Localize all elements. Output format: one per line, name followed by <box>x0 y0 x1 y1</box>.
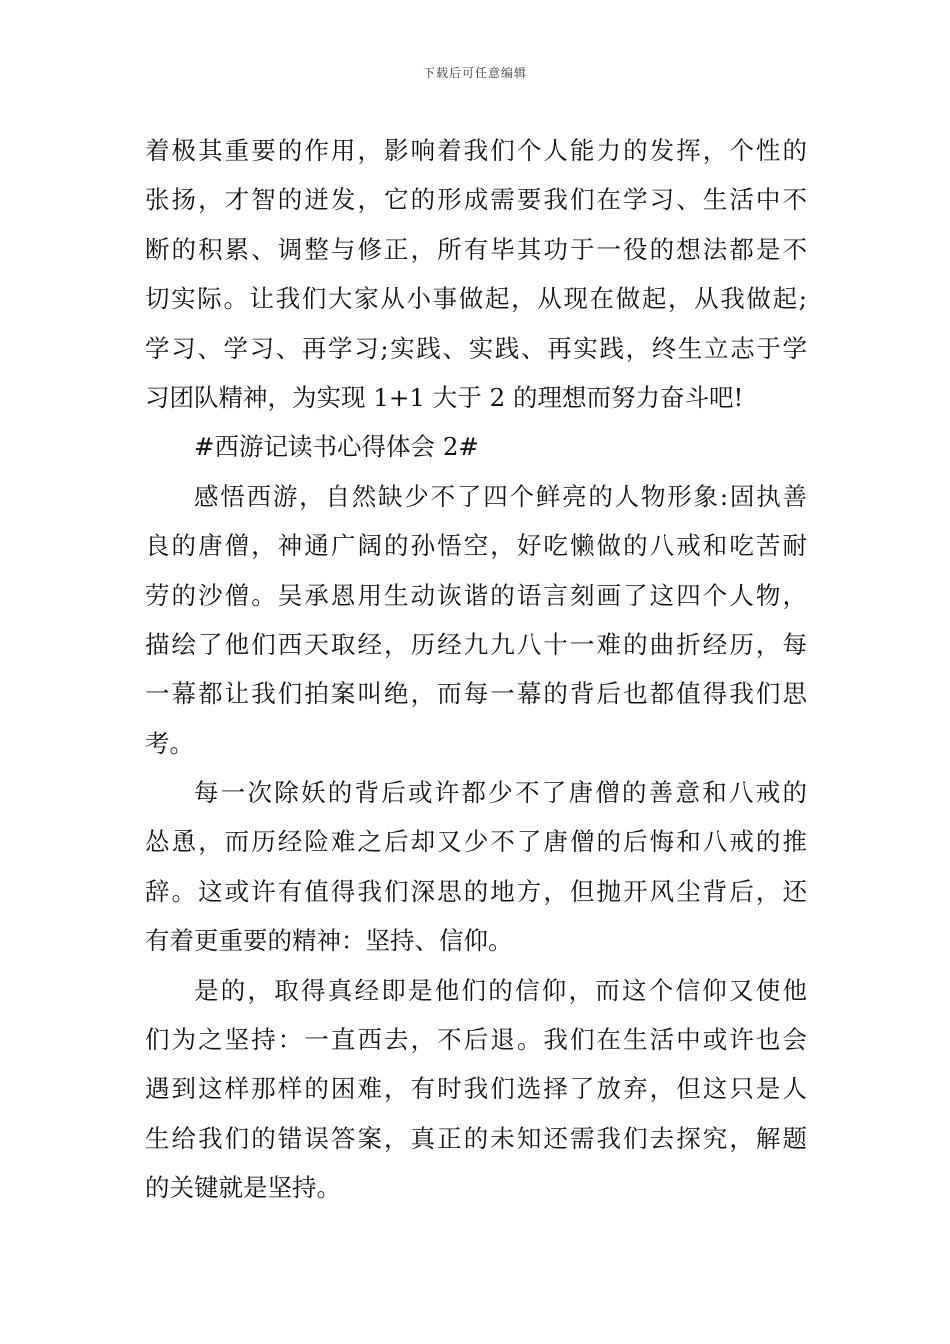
text-line: 们为之坚持：一直西去，不后退。我们在生活中或许也会 <box>145 1025 807 1055</box>
text-line: 每一次除妖的背后或许都少不了唐僧的善意和八戒的 <box>194 778 807 808</box>
text-line: 描绘了他们西天取经，历经九九八十一难的曲折经历，每 <box>145 629 807 659</box>
text-line: 感悟西游，自然缺少不了四个鲜亮的人物形象:固执善 <box>194 481 807 511</box>
text-line: 习团队精神，为实现 1+1 大于 2 的理想而努力奋斗吧! <box>145 382 744 412</box>
text-line: 辞。这或许有值得我们深思的地方，但抛开风尘背后，还 <box>145 876 807 906</box>
text-line: 断的积累、调整与修正，所有毕其功于一役的想法都是不 <box>145 234 807 264</box>
text-line: 怂恿，而历经险难之后却又少不了唐僧的后悔和八戒的推 <box>145 827 807 857</box>
text-line: 张扬，才智的迸发，它的形成需要我们在学习、生活中不 <box>145 185 807 215</box>
text-line: 一幕都让我们拍案叫绝，而每一幕的背后也都值得我们思 <box>145 679 807 709</box>
document-body <box>145 126 807 1213</box>
text-line: 劳的沙僧。吴承恩用生动诙谐的语言刻画了这四个人物， <box>145 580 807 610</box>
page-header: 下载后可任意编辑 <box>422 66 527 80</box>
text-line: 学习、学习、再学习;实践、实践、再实践，终生立志于学 <box>145 333 807 363</box>
text-line: 是的，取得真经即是他们的信仰，而这个信仰又使他 <box>194 975 807 1005</box>
text-line: 遇到这样那样的困难，有时我们选择了放弃，但这只是人 <box>145 1074 807 1104</box>
text-line: #西游记读书心得体会 2# <box>194 432 479 462</box>
text-line: 有着更重要的精神：坚持、信仰。 <box>145 926 513 956</box>
text-line: 的关键就是坚持。 <box>145 1173 341 1203</box>
text-line: 考。 <box>145 728 194 758</box>
text-line: 切实际。让我们大家从小事做起，从现在做起，从我做起; <box>145 284 807 314</box>
text-line: 着极其重要的作用，影响着我们个人能力的发挥，个性的 <box>145 136 807 165</box>
text-line: 良的唐僧，神通广阔的孙悟空，好吃懒做的八戒和吃苦耐 <box>145 531 807 561</box>
text-line: 生给我们的错误答案，真正的未知还需我们去探究，解题 <box>145 1123 807 1153</box>
